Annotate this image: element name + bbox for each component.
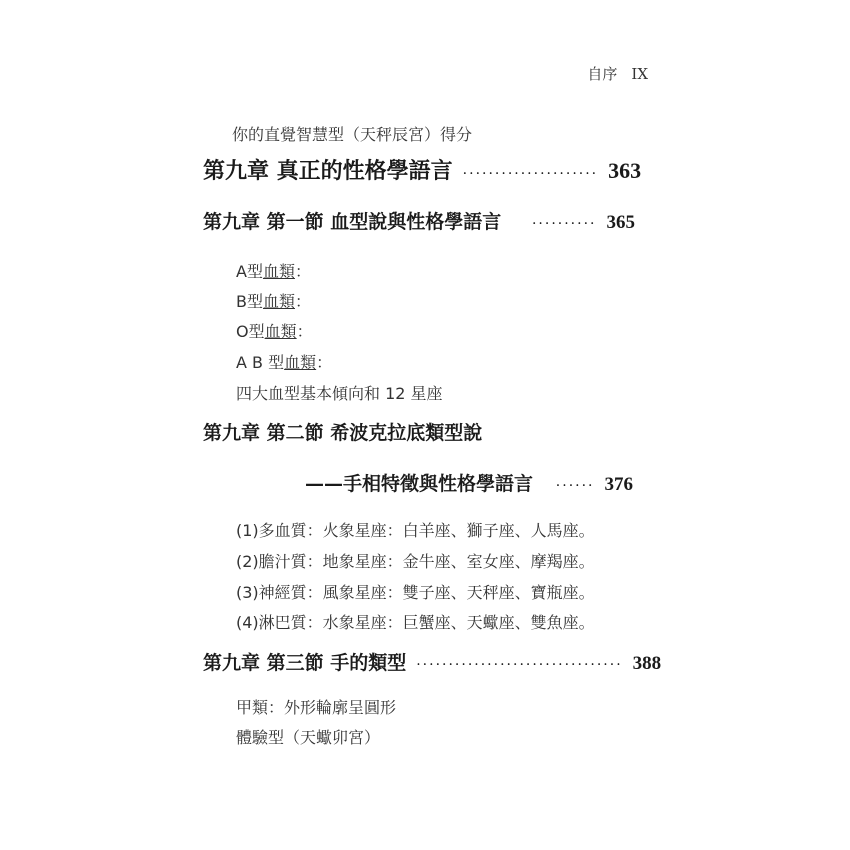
- toc-item: B型血類：: [236, 292, 312, 311]
- toc-section[interactable]: [203, 207, 635, 234]
- toc-item: 你的直覺智慧型（天秤辰宮）得分: [232, 125, 473, 144]
- toc-section[interactable]: [203, 648, 662, 675]
- toc-item: A B 型血類：: [236, 353, 333, 372]
- toc-item: 四大血型基本傾向和 12 星座: [236, 384, 443, 403]
- header-section: 自序: [587, 65, 618, 83]
- toc-page-number: 363: [608, 158, 642, 183]
- toc-subtitle: ——手相特徵與性格學語言: [305, 473, 534, 495]
- toc-title: 第九章 第二節 希波克拉底類型說: [203, 422, 483, 444]
- toc-item: 甲類：外形輪廓呈圓形: [236, 698, 397, 717]
- toc-item: (2)膽汁質：地象星座：金牛座、室女座、摩羯座。: [236, 552, 595, 571]
- toc-leader: ································: [416, 657, 623, 673]
- toc-leader: ··········: [531, 216, 597, 232]
- running-header: [573, 63, 648, 84]
- toc-title: 第九章 第三節 手的類型: [203, 652, 407, 674]
- toc-title: 第九章 第一節 血型說與性格學語言: [203, 211, 502, 233]
- toc-item: O型血類：: [236, 322, 313, 341]
- toc-item: (4)淋巴質：水象星座：巨蟹座、天蠍座、雙魚座。: [236, 613, 595, 632]
- toc-item: (3)神經質：風象星座：雙子座、天秤座、寶瓶座。: [236, 583, 595, 602]
- toc-section-subtitle[interactable]: [305, 469, 633, 496]
- toc-section[interactable]: [203, 418, 635, 445]
- toc-item: A型血類：: [236, 262, 311, 281]
- toc-page-number: 365: [606, 212, 635, 233]
- toc-leader: ·····················: [462, 166, 599, 182]
- toc-item: (1)多血質：火象星座：白羊座、獅子座、人馬座。: [236, 521, 595, 540]
- toc-leader: ······: [555, 478, 595, 494]
- toc-chapter[interactable]: [203, 154, 642, 185]
- toc-page-number: 376: [604, 474, 633, 495]
- toc-item: 體驗型（天蠍卯宮）: [236, 728, 381, 747]
- header-page-number: IX: [631, 65, 648, 83]
- toc-title: 第九章 真正的性格學語言: [203, 158, 453, 184]
- toc-page-number: 388: [632, 653, 662, 674]
